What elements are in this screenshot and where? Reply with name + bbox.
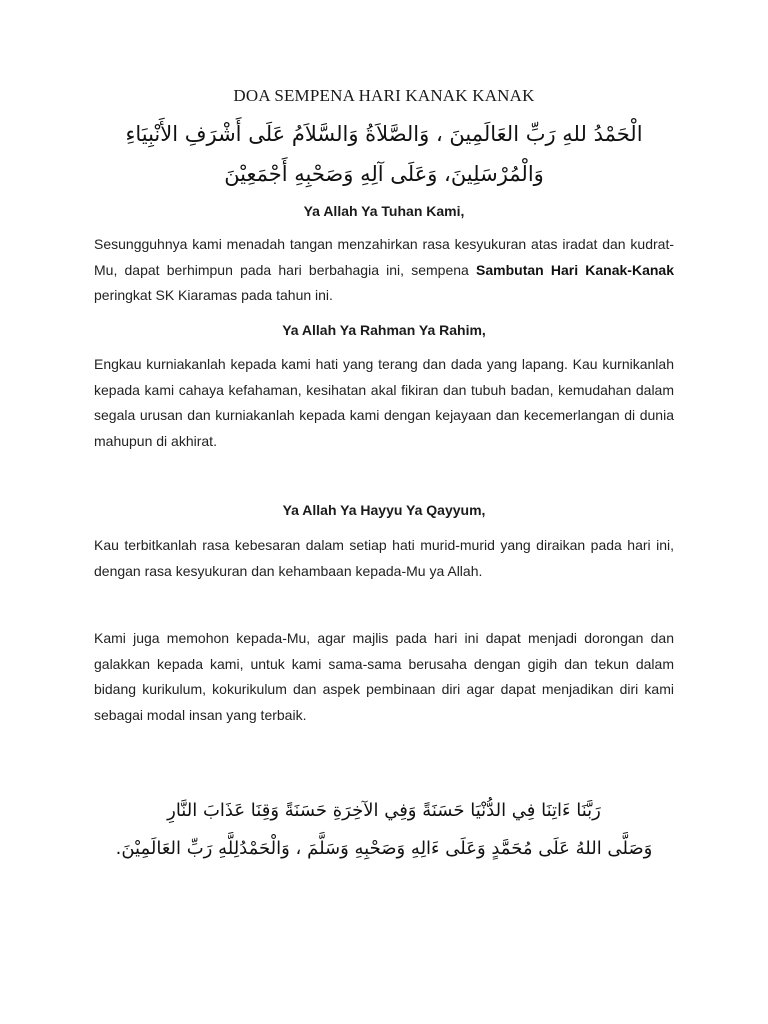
heading-ya-allah-ya-rahman: Ya Allah Ya Rahman Ya Rahim, [282, 322, 486, 338]
paragraph-3: Kau terbitkanlah rasa kebesaran dalam setiap hati murid-murid yang diraikan pada hari ini, dengan rasa kesyukuran dan kehambaan kepada-Mu ya Allah. [94, 537, 674, 579]
paragraph-1 [94, 232, 674, 309]
document-title: DOA SEMPENA HARI KANAK KANAK [233, 86, 535, 105]
paragraph-1-text-end: peringkat SK Kiaramas pada tahun ini. [94, 287, 333, 303]
arabic-closing-line-2: وَصَلَّى اللهُ عَلَى مُحَمَّدٍ وَعَلَى ءَالِهِ وَصَحْبِهِ وَسَلَّمَ ، وَالْحَمْدُلِلَّهِ رَبِّ العَالَمِيْنَ. [115, 838, 653, 859]
paragraph-4: Kami juga memohon kepada-Mu, agar majlis pada hari ini dapat menjadi dorongan dan galakkan kepada kami, untuk kami sama-sama berusaha dengan gigih dan tekun dalam bidang kurikulum, kokurikulum dan aspek pembinaan diri agar dapat menjadikan diri kami sebagai modal insan yang terbaik. [94, 630, 674, 723]
paragraph-2: Engkau kurniakanlah kepada kami hati yang terang dan dada yang lapang. Kau kurnikanlah kepada kami cahaya kefahaman, kesihatan akal fikiran dan tubuh badan, kemudahan dalam segala urusan dan kurniakanlah kepada kami dengan kejayaan dan kecemerlangan di dunia mahupun di akhirat. [94, 356, 674, 449]
arabic-closing-line-1: رَبَّنَا ءَاتِنَا فِي الدُّنْيَا حَسَنَةً وَفِي الآخِرَةِ حَسَنَةً وَقِنَا عَذَابَ النَّارِ [167, 800, 601, 821]
arabic-opening-prayer: الْحَمْدُ للهِ رَبِّ العَالَمِينَ ، وَالصَّلاَةُ وَالسَّلاَمُ عَلَى أَشْرَفِ الأَنْبِيَاءِ وَالْمُرْسَلِينَ، وَعَلَى آلِهِ وَصَحْبِهِ أَجْمَعِيْنَ [125, 122, 643, 186]
heading-ya-allah-ya-hayyu: Ya Allah Ya Hayyu Ya Qayyum, [282, 502, 486, 518]
arabic-closing-prayer [90, 792, 678, 868]
paragraph-1-bold-text: Sambutan Hari Kanak-Kanak [476, 261, 674, 278]
heading-ya-allah-ya-tuhan-kami: Ya Allah Ya Tuhan Kami, [303, 203, 465, 219]
paragraph-1-text: Sesungguhnya kami menadah tangan menzahirkan rasa kesyukuran atas iradat dan kudrat-Mu, dapat berhimpun pada hari berbahagia ini, sempena [94, 236, 674, 278]
